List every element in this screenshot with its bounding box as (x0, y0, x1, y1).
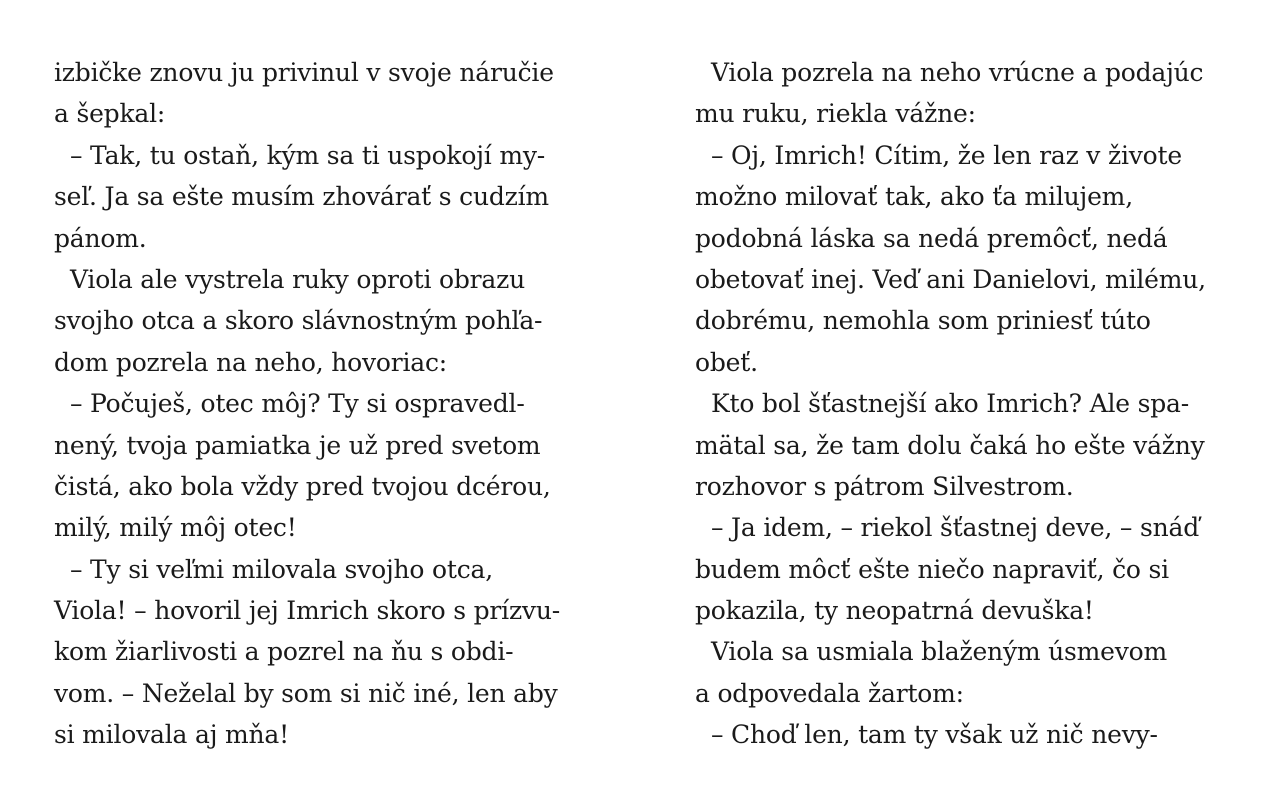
text-line: pánom. (54, 223, 147, 253)
text-line: si milovala aj mňa! (54, 720, 289, 750)
text-line: mätal sa, že tam dolu čaká ho ešte vážny (695, 430, 1205, 460)
text-line: a odpovedala žartom: (695, 678, 964, 708)
text-line: dom pozrela na neho, hovoriac: (54, 347, 448, 377)
text-line: rozhovor s pátrom Silvestrom. (695, 471, 1074, 501)
text-line: možno milovať tak, ako ťa milujem, (695, 182, 1133, 212)
left-text-column (54, 52, 594, 756)
text-line: budem môcť ešte niečo napraviť, čo si (695, 554, 1169, 584)
text-line: – Oj, Imrich! Cítim, že len raz v živote (711, 140, 1182, 170)
text-line: seľ. Ja sa ešte musím zhovárať s cudzím (54, 182, 549, 212)
text-line: kom žiarlivosti a pozrel na ňu s obdi- (54, 637, 514, 667)
text-line: Viola ale vystrela ruky oproti obrazu (70, 264, 525, 294)
text-line: izbičke znovu ju privinul v svoje náručie (54, 58, 554, 87)
text-line: Viola sa usmiala blaženým úsmevom (711, 637, 1168, 667)
text-line: podobná láska sa nedá premôcť, nedá (695, 223, 1168, 253)
text-line: obetovať inej. Veď ani Danielovi, milému, (695, 264, 1206, 294)
text-line: Viola pozrela na neho vrúcne a podajúc (711, 58, 1204, 87)
text-line: svojho otca a skoro slávnostným pohľa- (54, 306, 543, 336)
text-line: Kto bol šťastnejší ako Imrich? Ale spa- (711, 389, 1190, 419)
text-line: Viola! – hovoril jej Imrich skoro s prízvu- (54, 596, 560, 626)
text-line: – Tak, tu ostaň, kým sa ti uspokojí my- (70, 140, 546, 170)
text-line: pokazila, ty neopatrná devuška! (695, 596, 1094, 626)
text-line: čistá, ako bola vždy pred tvojou dcérou, (54, 471, 551, 501)
text-line: – Choď len, tam ty však už nič nevy- (711, 720, 1158, 750)
text-line: – Počuješ, otec môj? Ty si ospravedl- (70, 389, 525, 419)
text-line: mu ruku, riekla vážne: (695, 99, 976, 129)
text-line: nený, tvoja pamiatka je už pred svetom (54, 430, 541, 460)
text-line: vom. – Neželal by som si nič iné, len aby (54, 678, 558, 708)
text-line: obeť. (695, 347, 758, 377)
text-line: milý, milý môj otec! (54, 513, 297, 543)
text-line: – Ty si veľmi milovala svojho otca, (70, 554, 493, 584)
text-line: dobrému, nemohla som priniesť túto (695, 306, 1151, 336)
text-line: a šepkal: (54, 99, 166, 129)
right-text-column (695, 52, 1235, 756)
text-line: – Ja idem, – riekol šťastnej deve, – snáď (711, 513, 1199, 543)
